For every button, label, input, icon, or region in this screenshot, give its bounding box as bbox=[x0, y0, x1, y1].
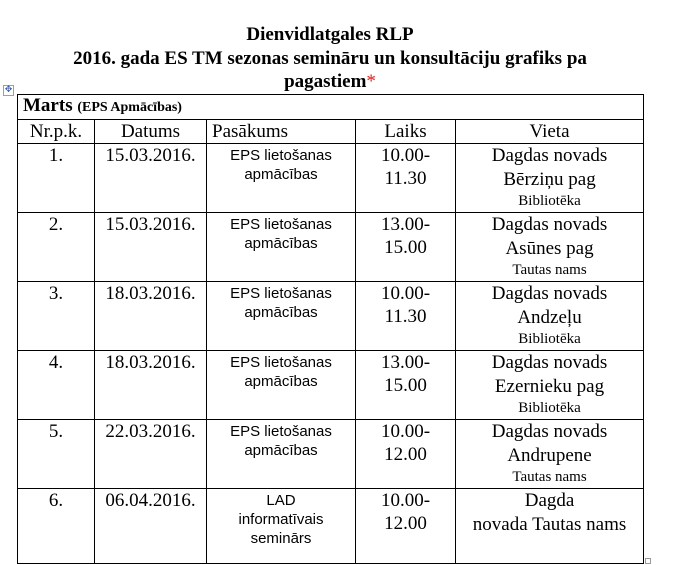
col-header-time: Laiks bbox=[356, 120, 456, 144]
col-header-event: Pasākums bbox=[207, 120, 356, 144]
schedule-table bbox=[17, 94, 644, 564]
cell-event bbox=[207, 351, 356, 420]
place-line: Dagdas novads bbox=[491, 352, 608, 373]
doc-title-line1: Dienvidlatgales RLP bbox=[246, 24, 414, 45]
table-row bbox=[18, 144, 644, 213]
time-line: 15.00 bbox=[384, 375, 427, 396]
month-note: (EPS Apmācības) bbox=[77, 100, 182, 115]
event-line: EPS lietošanas bbox=[230, 285, 332, 302]
table-resize-handle[interactable] bbox=[645, 558, 651, 564]
cell-event bbox=[207, 489, 356, 564]
venue-label: Tautas nams bbox=[512, 469, 587, 485]
event-line: EPS lietošanas bbox=[230, 423, 332, 440]
event-line: informatīvais bbox=[238, 511, 324, 528]
venue-label: Bibliotēka bbox=[518, 331, 581, 347]
time-line: 12.00 bbox=[384, 444, 427, 465]
event-line: apmācības bbox=[244, 166, 318, 183]
time-line: 13.00- bbox=[380, 352, 431, 373]
place-line: novada Tautas nams bbox=[472, 514, 627, 535]
cell-date: 15.03.2016. bbox=[95, 144, 207, 213]
doc-title-line3-text: pagastiem bbox=[284, 71, 367, 92]
table-row bbox=[18, 282, 644, 351]
cell-date: 22.03.2016. bbox=[95, 420, 207, 489]
table-move-handle-icon[interactable]: ✥ bbox=[4, 85, 13, 95]
cell-place bbox=[456, 282, 644, 351]
cell-time bbox=[356, 489, 456, 564]
cell-nr: 3. bbox=[18, 282, 95, 351]
doc-title-line3 bbox=[10, 71, 650, 93]
header-row bbox=[18, 120, 644, 144]
place-line: Andrupene bbox=[507, 445, 592, 466]
cell-nr: 6. bbox=[18, 489, 95, 564]
cell-place bbox=[456, 489, 644, 564]
time-line: 10.00- bbox=[380, 421, 431, 442]
cell-event bbox=[207, 213, 356, 282]
event-line: apmācības bbox=[244, 373, 318, 390]
venue-label: Tautas nams bbox=[512, 262, 587, 278]
place-line: Andzeļu bbox=[517, 307, 582, 328]
place-line: Asūnes pag bbox=[505, 238, 594, 259]
cell-time bbox=[356, 144, 456, 213]
time-line: 11.30 bbox=[384, 168, 427, 189]
venue-label: Bibliotēka bbox=[518, 193, 581, 209]
table-row bbox=[18, 489, 644, 564]
cell-date: 18.03.2016. bbox=[95, 351, 207, 420]
cell-nr: 2. bbox=[18, 213, 95, 282]
time-line: 12.00 bbox=[384, 513, 427, 534]
place-line: Dagdas novads bbox=[491, 214, 608, 235]
month-row bbox=[18, 95, 644, 120]
time-line: 11.30 bbox=[384, 306, 427, 327]
place-line: Dagdas novads bbox=[491, 145, 608, 166]
event-line: EPS lietošanas bbox=[230, 354, 332, 371]
cell-date: 06.04.2016. bbox=[95, 489, 207, 564]
place-line: Ezernieku pag bbox=[494, 376, 605, 397]
time-line: 13.00- bbox=[380, 214, 431, 235]
time-line: 10.00- bbox=[380, 145, 431, 166]
event-line: LAD bbox=[266, 492, 296, 509]
col-header-place: Vieta bbox=[456, 120, 644, 144]
event-line: EPS lietošanas bbox=[230, 216, 332, 233]
event-line: apmācības bbox=[244, 235, 318, 252]
month-label: Marts bbox=[23, 95, 73, 116]
place-line: Dagdas novads bbox=[491, 421, 608, 442]
cell-place bbox=[456, 351, 644, 420]
event-line: apmācības bbox=[244, 304, 318, 321]
table-row bbox=[18, 420, 644, 489]
place-line: Bērziņu pag bbox=[503, 169, 596, 190]
table-row bbox=[18, 213, 644, 282]
cell-place bbox=[456, 213, 644, 282]
time-line: 10.00- bbox=[380, 490, 431, 511]
cell-time bbox=[356, 282, 456, 351]
doc-title-line2: 2016. gada ES TM sezonas semināru un konsultāciju grafiks pa bbox=[73, 48, 587, 69]
cell-event bbox=[207, 420, 356, 489]
cell-time bbox=[356, 213, 456, 282]
cell-date: 15.03.2016. bbox=[95, 213, 207, 282]
table-row bbox=[18, 351, 644, 420]
cell-nr: 4. bbox=[18, 351, 95, 420]
time-line: 10.00- bbox=[380, 283, 431, 304]
footnote-asterisk: * bbox=[366, 71, 376, 92]
col-header-date: Datums bbox=[95, 120, 207, 144]
cell-event bbox=[207, 282, 356, 351]
venue-label: Bibliotēka bbox=[518, 400, 581, 416]
cell-nr: 1. bbox=[18, 144, 95, 213]
event-line: seminārs bbox=[250, 530, 312, 547]
cell-date: 18.03.2016. bbox=[95, 282, 207, 351]
event-line: EPS lietošanas bbox=[230, 147, 332, 164]
col-header-nr: Nr.p.k. bbox=[18, 120, 95, 144]
cell-event bbox=[207, 144, 356, 213]
cell-time bbox=[356, 420, 456, 489]
cell-time bbox=[356, 351, 456, 420]
cell-nr: 5. bbox=[18, 420, 95, 489]
time-line: 15.00 bbox=[384, 237, 427, 258]
place-line: Dagda bbox=[524, 490, 575, 511]
cell-place bbox=[456, 420, 644, 489]
event-line: apmācības bbox=[244, 442, 318, 459]
cell-place bbox=[456, 144, 644, 213]
place-line: Dagdas novads bbox=[491, 283, 608, 304]
month-cell bbox=[18, 95, 644, 120]
